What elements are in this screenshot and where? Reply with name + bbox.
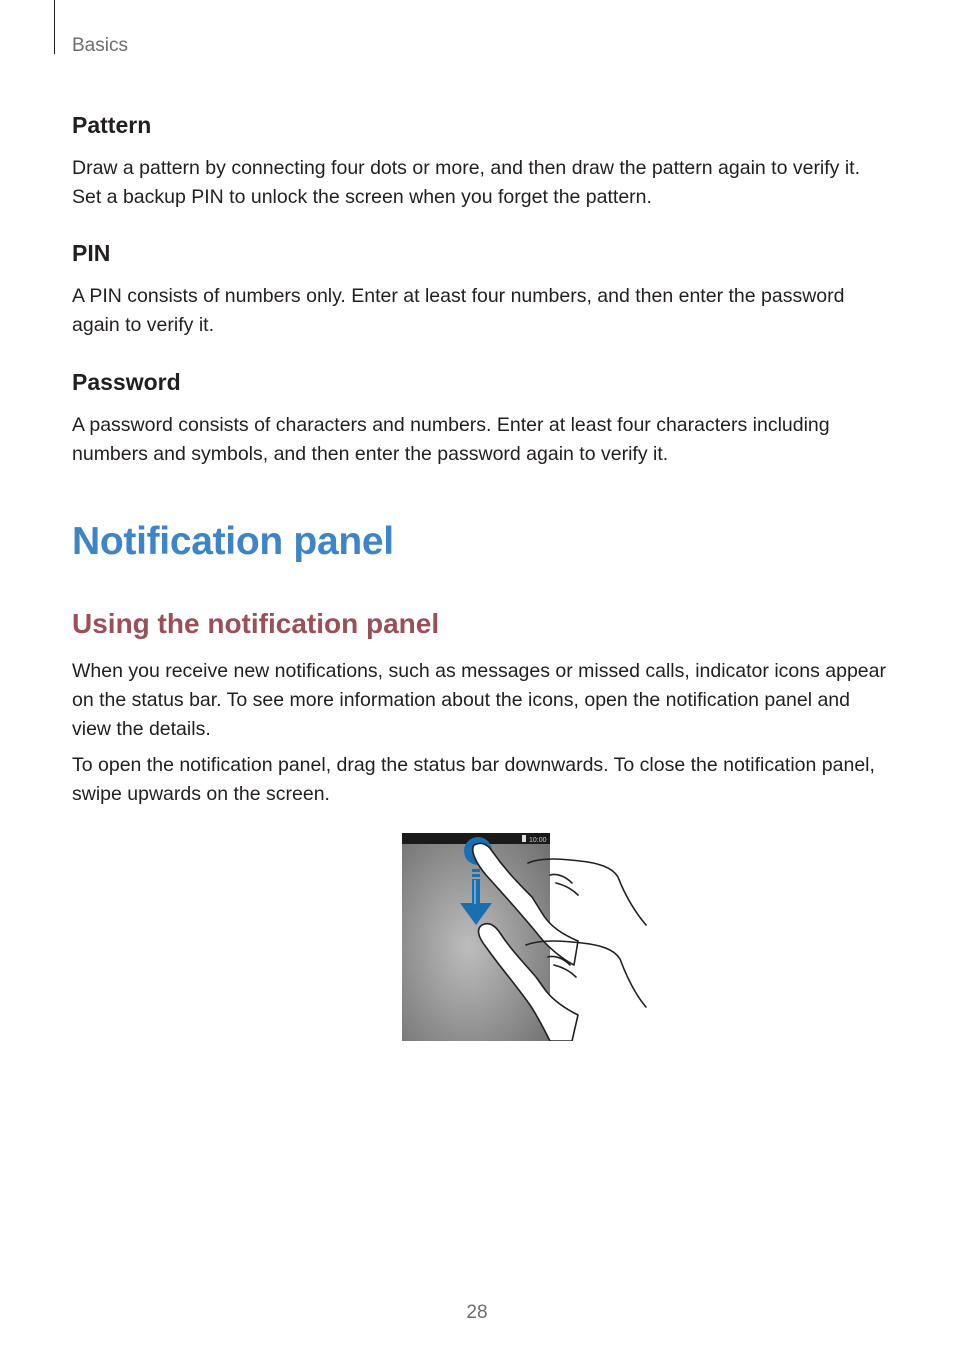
paragraph-pin [72,282,892,340]
text-line: When you receive new notifications, such as messages or missed calls, indicator icons appear [72,660,886,682]
chapter-heading: Notification panel [72,520,394,563]
text-line: A password consists of characters and numbers. Enter at least four characters including [72,414,830,436]
section-title-pattern: Pattern [72,112,152,138]
paragraph-pattern [72,154,892,212]
page-number: 28 [466,1302,488,1323]
paragraph-password [72,411,892,469]
text-line: swipe upwards on the screen. [72,783,330,805]
text-line: Draw a pattern by connecting four dots or more, and then draw the pattern again to verify it. [72,157,861,179]
text-line: on the status bar. To see more information about the icons, open the notification panel and [72,689,850,711]
status-time: 10:00 [529,837,547,844]
text-line: Set a backup PIN to unlock the screen when you forget the pattern. [72,186,652,208]
margin-rule [54,0,55,54]
text-line: A PIN consists of numbers only. Enter at least four numbers, and then enter the password [72,285,845,307]
battery-icon [522,835,526,842]
text-line: again to verify it. [72,314,214,336]
paragraph-notification-2 [72,751,892,809]
section-title-pin: PIN [72,240,111,266]
section-heading: Using the notification panel [72,608,440,639]
drag-status-bar-illustration [402,833,652,1041]
text-line: view the details. [72,718,211,740]
text-line: numbers and symbols, and then enter the password again to verify it. [72,443,669,465]
text-line: To open the notification panel, drag the status bar downwards. To close the notification panel, [72,754,875,776]
running-head: Basics [72,35,128,56]
section-title-password: Password [72,369,181,395]
paragraph-notification-1 [72,657,892,744]
